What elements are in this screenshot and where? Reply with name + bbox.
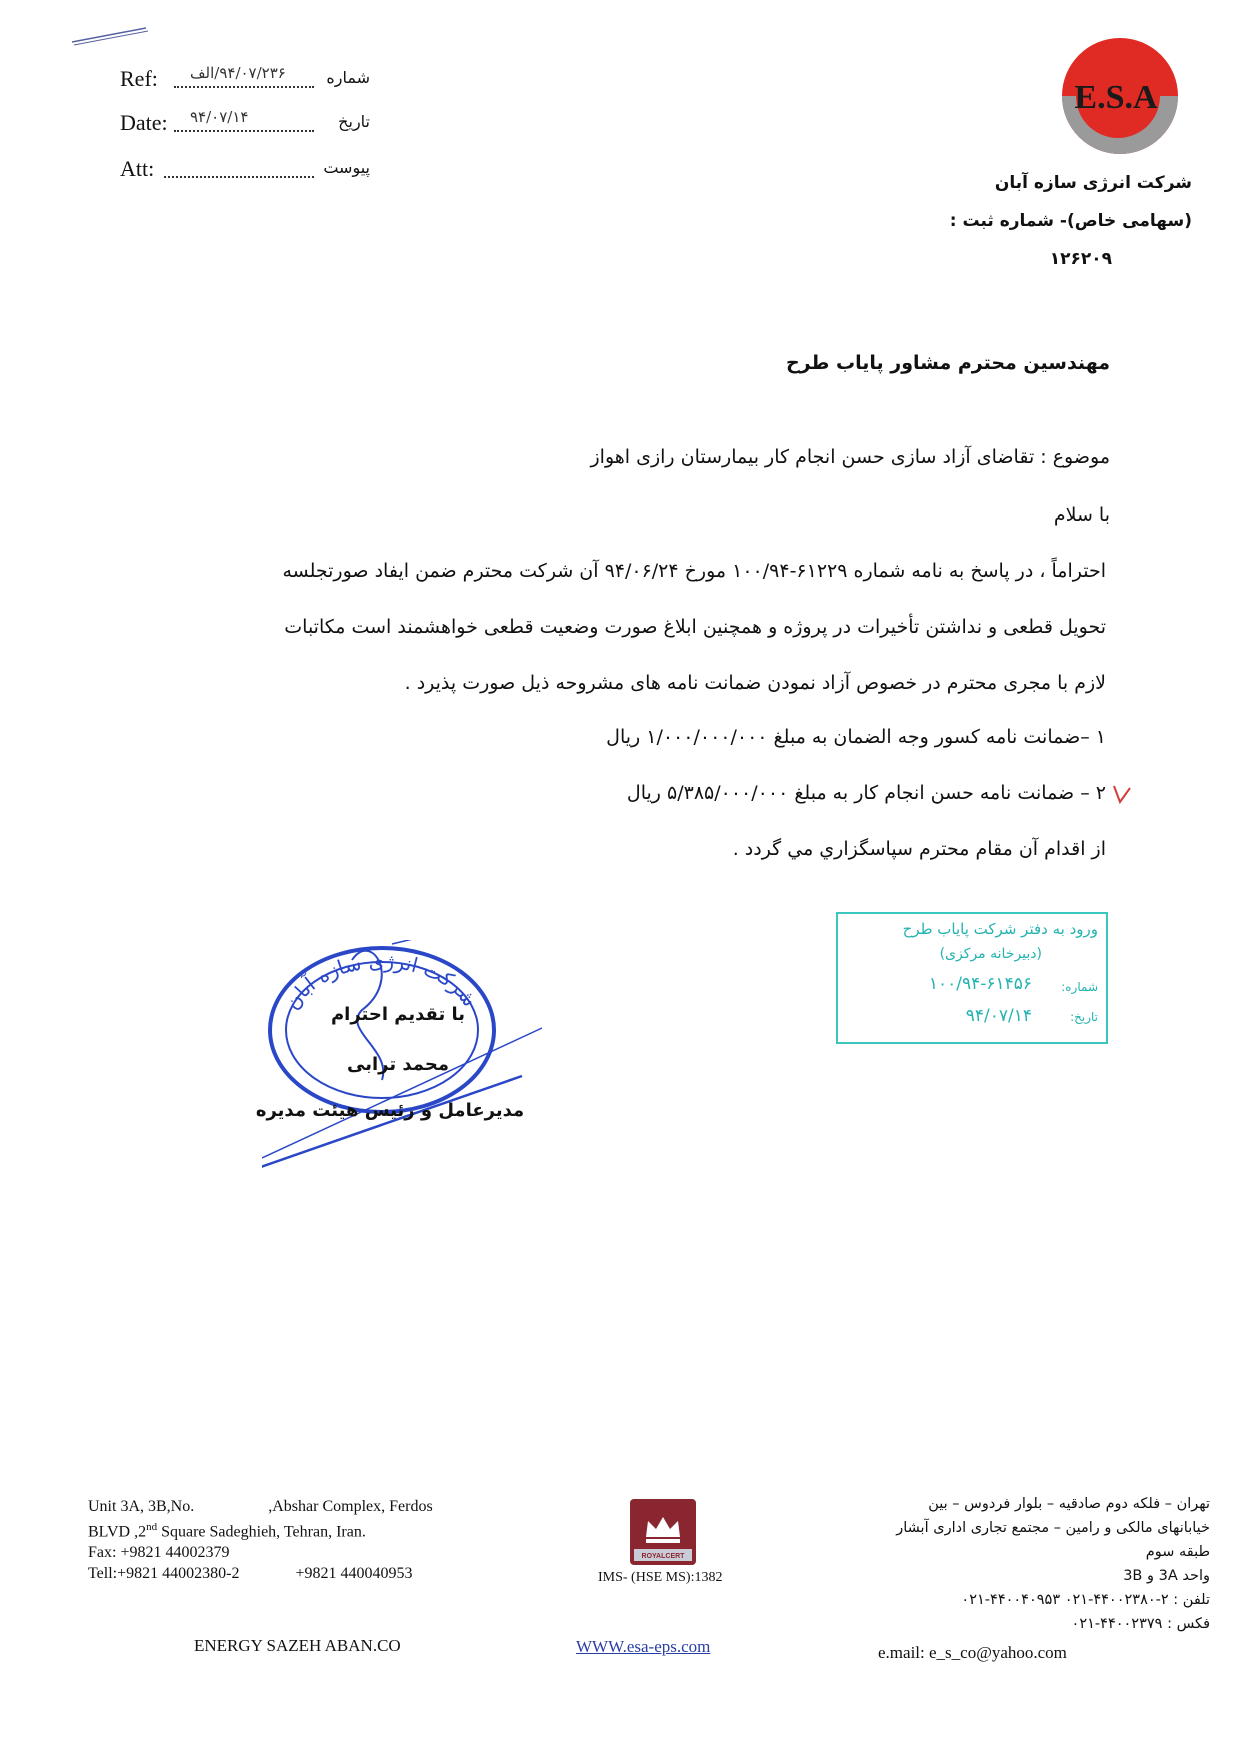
stamp-date-value: ۹۴/۰۷/۱۴	[965, 1006, 1032, 1026]
att-label-fa: پیوست	[323, 158, 370, 177]
ims-certification: IMS- (HSE MS):1382	[598, 1570, 723, 1585]
company-name: شرکت انرژی سازه آبان	[994, 173, 1192, 193]
address-en-1b: ,Abshar Complex, Ferdos	[268, 1498, 433, 1515]
att-dotted-line	[164, 176, 314, 178]
stamp-number-label: شماره:	[1061, 980, 1098, 994]
receipt-stamp	[836, 912, 1108, 1044]
date-label-en: Date:	[120, 110, 168, 135]
cert-label: ROYALCERT	[641, 1553, 685, 1560]
stamp-date-label: تاریخ:	[1070, 1010, 1098, 1024]
signature-stroke-2	[262, 1028, 542, 1158]
address-fa-2: خیابانهای مالکی و رامین – مجتمع تجاری اداری آبشار	[896, 1520, 1210, 1536]
address-en-2a: BLVD ,2	[88, 1523, 147, 1541]
att-label-en: Att:	[120, 156, 155, 181]
stamp-line-1: ورود به دفتر شرکت پایاب طرح	[902, 920, 1098, 938]
body-line-3: لازم با مجری محترم در خصوص آزاد نمودن ضمانت نامه های مشروحه ذیل صورت پذیرد .	[404, 672, 1106, 694]
body-line-2: تحویل قطعی و نداشتن تأخیرات در پروژه و همچنین ابلاغ صورت وضعیت قطعی خواهشمند است مکاتبات	[284, 616, 1106, 638]
signatory-title: مدیرعامل و رئیس هیئت مدیره	[255, 1100, 525, 1121]
address-en-2sup: nd	[146, 1521, 158, 1533]
guarantee-item-1: ۱ –ضمانت نامه کسور وجه الضمان به مبلغ ۱/۰۰۰/۰۰۰/۰۰۰ ریال	[606, 726, 1106, 748]
address-en-1: Unit 3A, 3B,No.	[88, 1498, 195, 1515]
body-line-1: احتراماً ، در پاسخ به نامه شماره ۶۱۲۲۹-۱۰۰/۹۴ مورخ ۹۴/۰۶/۲۴ آن شرکت محترم ضمن ایفاد صورتجلسه	[282, 560, 1106, 582]
footer-address-en	[88, 1496, 433, 1584]
stamp-line-2: (دبیرخانه مرکزی)	[939, 946, 1042, 962]
guarantee-item-2: ۲ – ضمانت نامه حسن انجام کار به مبلغ ۵/۳۸۵/۰۰۰/۰۰۰ ریال	[626, 782, 1106, 804]
att-row	[120, 156, 370, 192]
date-dotted-line	[174, 130, 314, 132]
fax-en: Fax: +9821 44002379	[88, 1544, 230, 1562]
fax-fa: فکس : ۴۴۰۰۲۳۷۹-۰۲۱	[1071, 1616, 1210, 1632]
date-row	[120, 110, 370, 146]
pen-stroke-mark	[70, 24, 150, 48]
ref-label-fa: شماره	[326, 68, 370, 87]
seal-text: شرکت انرژی سازه آبان	[279, 948, 483, 1014]
closing-line: از اقدام آن مقام محترم سپاسگزاري مي گردد .	[732, 838, 1106, 860]
ref-value: ۹۴/۰۷/۲۳۶/الف	[190, 64, 286, 82]
ref-dotted-line	[174, 86, 314, 88]
address-fa-3: طبقه سوم	[1145, 1544, 1210, 1560]
tel-en-1: Tell:+9821 44002380-2	[88, 1565, 240, 1583]
red-check-mark	[1110, 780, 1136, 808]
website-link[interactable]: WWW.esa-eps.com	[576, 1637, 711, 1656]
tel-fa: تلفن : ۲-۴۴۰۰۲۳۸۰-۰۲۱ ۴۴۰۰۴۰۹۵۳-۰۲۱	[961, 1592, 1210, 1608]
company-type: (سهامی خاص)- شماره ثبت :	[949, 211, 1192, 231]
signature-stroke-3	[392, 940, 492, 944]
address-en-2b: Square Sadeghieh, Tehran, Iran.	[157, 1523, 366, 1541]
greeting: با سلام	[1053, 504, 1110, 526]
address-fa-1: تهران – فلکه دوم صادقیه – بلوار فردوس – بین	[928, 1496, 1210, 1512]
address-fa-4: واحد 3A و 3B	[1123, 1568, 1210, 1584]
stamp-number-value: ۱۰۰/۹۴-۶۱۴۵۶	[928, 974, 1032, 994]
subject-line: موضوع : تقاضای آزاد سازی حسن انجام کار بیمارستان رازی اهواز	[590, 446, 1110, 468]
registration-number: ۱۲۶۲۰۹	[1049, 249, 1112, 269]
ref-row	[120, 66, 370, 102]
signatory-name: محمد ترابی	[347, 1054, 449, 1075]
footer-address-fa	[800, 1492, 1210, 1636]
date-label-fa: تاریخ	[338, 112, 370, 131]
email-address[interactable]: e.mail: e_s_co@yahoo.com	[878, 1643, 1067, 1662]
company-header	[872, 164, 1192, 278]
date-value: ۹۴/۰۷/۱۴	[190, 108, 249, 126]
ref-label-en: Ref:	[120, 66, 158, 91]
logo-text: E.S.A	[1074, 79, 1158, 116]
addressee: مهندسین محترم مشاور پایاب طرح	[785, 352, 1110, 374]
company-name-en: ENERGY SAZEH ABAN.CO	[194, 1636, 401, 1655]
royalcert-icon	[628, 1497, 698, 1567]
company-logo	[1048, 34, 1184, 156]
tel-en-2: +9821 440040953	[295, 1565, 413, 1583]
signature-regards: با تقدیم احترام	[330, 1004, 466, 1025]
signature-stroke-1	[262, 1076, 522, 1170]
